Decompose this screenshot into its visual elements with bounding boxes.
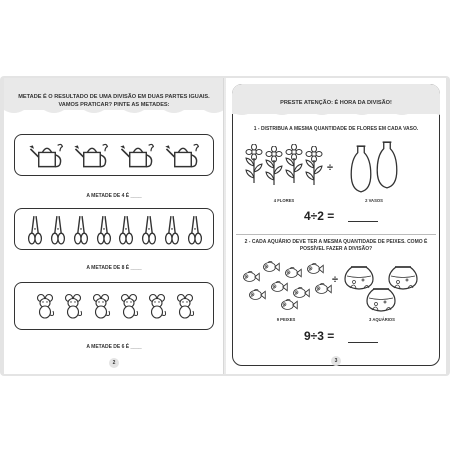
fish-icon	[270, 280, 288, 294]
equation-1: 4÷2 =	[304, 209, 335, 223]
page-number-right: 3	[331, 356, 341, 366]
watering-can-icon[interactable]	[120, 143, 156, 169]
wave-decoration	[232, 108, 440, 118]
scissors-icon[interactable]	[96, 214, 112, 246]
scissors-icon[interactable]	[73, 214, 89, 246]
flowers-label: 4 FLORES	[273, 198, 295, 203]
mouse-icon[interactable]	[35, 292, 55, 320]
caption-half-of-4: A METADE DE 4 É ____	[86, 193, 142, 199]
mice-row	[35, 292, 195, 320]
fish-icon	[262, 260, 280, 274]
question-2-text: 2 - CADA AQUÁRIO DEVE TER A MESMA QUANTIDADE DE PEIXES. COMO É POSSÍVEL FAZER A DIVISÃO?	[244, 239, 428, 252]
scissors-row	[27, 214, 203, 246]
exercise-box-watering-cans	[14, 134, 214, 176]
flower-icon	[244, 144, 264, 184]
watering-can-icon[interactable]	[74, 143, 110, 169]
caption-half-of-6: A METADE DE 6 É ____	[86, 344, 142, 350]
right-title: PRESTE ATENÇÃO: É HORA DA DIVISÃO!	[280, 100, 392, 106]
answer-blank-1[interactable]	[348, 221, 378, 222]
vase-icon	[350, 144, 372, 194]
scissors-icon[interactable]	[27, 214, 43, 246]
divide-symbol-2: ÷	[332, 274, 339, 286]
mouse-icon[interactable]	[147, 292, 167, 320]
scissors-icon[interactable]	[164, 214, 180, 246]
mouse-icon[interactable]	[91, 292, 111, 320]
scissors-icon[interactable]	[187, 214, 203, 246]
mouse-icon[interactable]	[175, 292, 195, 320]
section-divider	[236, 234, 436, 235]
divide-symbol-1: ÷	[327, 162, 334, 174]
fish-label: 9 PEIXES	[276, 317, 296, 322]
aquariums-label: 3 AQUÁRIOS	[369, 317, 395, 322]
mouse-icon[interactable]	[119, 292, 139, 320]
fish-icon	[284, 266, 302, 280]
scissors-icon[interactable]	[50, 214, 66, 246]
exercise-box-scissors	[14, 208, 214, 250]
right-page	[226, 78, 446, 374]
aquarium-icon	[366, 286, 396, 312]
watering-can-row	[29, 143, 201, 169]
fish-icon	[248, 288, 266, 302]
mouse-icon[interactable]	[63, 292, 83, 320]
answer-blank-2[interactable]	[348, 342, 378, 343]
scissors-icon[interactable]	[118, 214, 134, 246]
watering-can-icon[interactable]	[165, 143, 201, 169]
fish-icon	[242, 270, 260, 284]
caption-half-of-8: A METADE DE 8 É ____	[86, 265, 142, 271]
fish-icon	[280, 298, 298, 312]
vases-label: 2 VASOS	[365, 198, 383, 203]
left-instruction: METADE É O RESULTADO DE UMA DIVISÃO EM DUAS PARTES IGUAIS. VAMOS PRATICAR? PINTE AS METADES:	[18, 94, 210, 108]
scissors-icon[interactable]	[141, 214, 157, 246]
page-number-left: 2	[109, 358, 119, 368]
vase-icon	[376, 140, 398, 190]
equation-2: 9÷3 =	[304, 329, 335, 343]
flower-icon	[284, 144, 304, 184]
flower-icon	[264, 146, 284, 186]
watering-can-icon[interactable]	[29, 143, 65, 169]
fish-icon	[306, 262, 324, 276]
fish-group	[240, 260, 334, 312]
flower-icon	[304, 146, 324, 186]
question-1-text: 1 - DISTRIBUA A MESMA QUANTIDADE DE FLORES EM CADA VASO.	[253, 126, 419, 132]
fish-icon	[314, 282, 332, 296]
exercise-box-mice	[14, 282, 214, 330]
left-page	[4, 78, 224, 374]
